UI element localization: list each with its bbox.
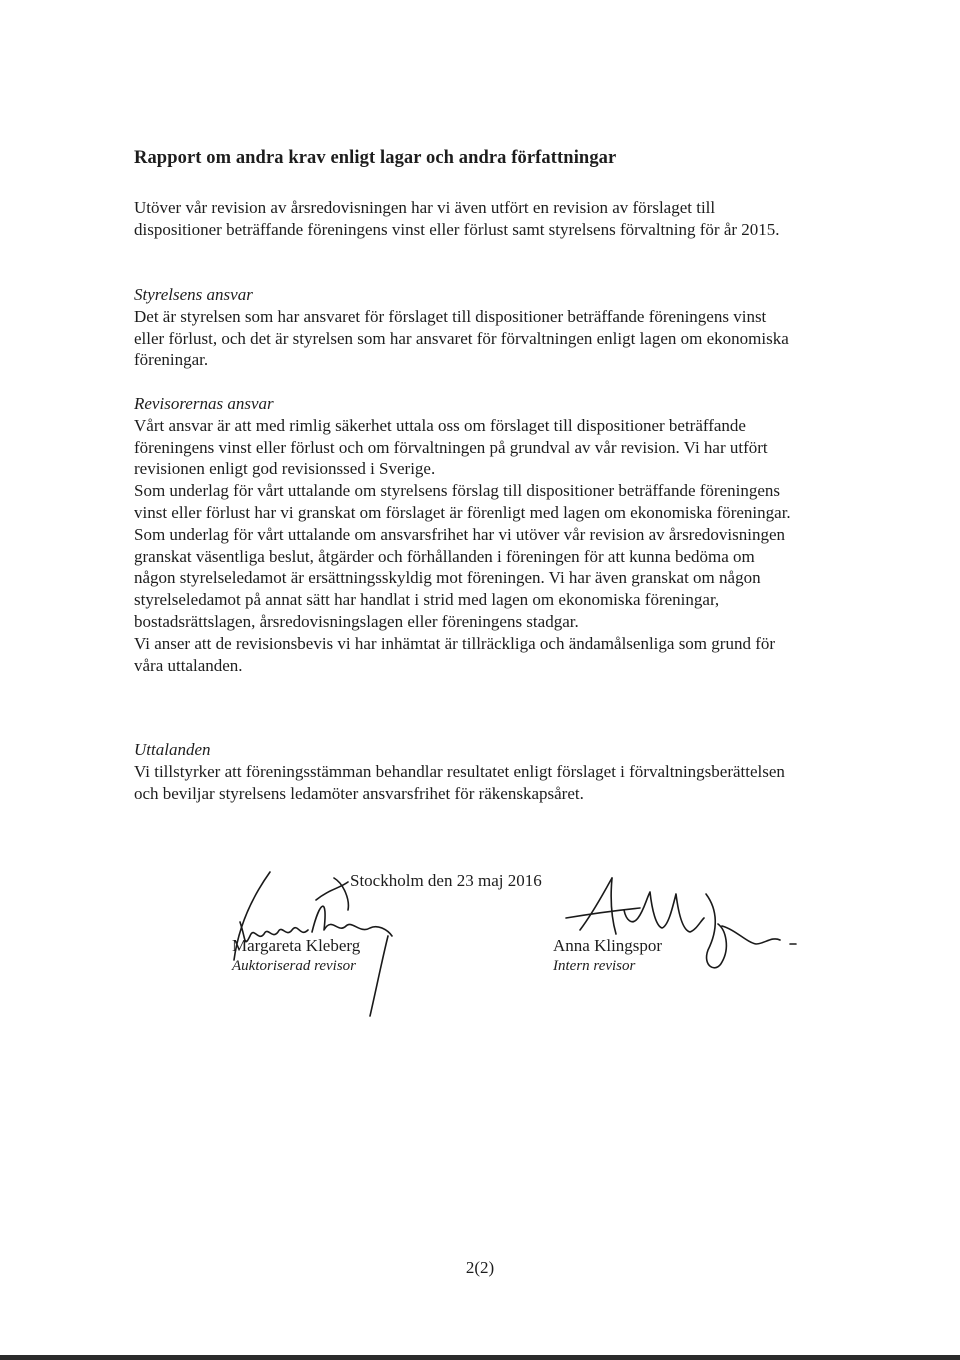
uttalanden-title: Uttalanden — [134, 740, 211, 759]
styrelsens-ansvar-body: Det är styrelsen som har ansvaret för förslaget till dispositioner beträffande föreningens vinst eller förlust, och det är styrelsen som har ansvaret för förvaltningen enligt lagen om ekonomiska föreningar. — [134, 306, 789, 370]
signer-name: Margareta Kleberg — [232, 936, 361, 955]
page-number: 2(2) — [465, 1258, 495, 1277]
revisorernas-ansvar-title: Revisorernas ansvar — [134, 394, 274, 413]
styrelsens-ansvar-title: Styrelsens ansvar — [134, 285, 253, 304]
intro-paragraph — [134, 197, 794, 241]
scan-edge-divider — [0, 1355, 960, 1360]
uttalanden-section — [134, 739, 794, 804]
signer-role: Intern revisor — [553, 958, 636, 974]
revisorernas-ansvar-paragraph: Som underlag för vårt uttalande om ansvarsfrihet har vi utöver vår revision av årsredovisningen granskat väsentliga beslut, åtgärder och förhållanden i föreningen för att kunna bedöma om någon styrelseledamot är ersättningsskyldig mot föreningen. Vi har även granskat om någon styrelseledamot på annat sätt har handlat i strid med lagen om ekonomiska föreningar, bostadsrättslagen, årsredovisningslagen eller föreningens stadgar. — [134, 524, 785, 631]
uttalanden-body: Vi tillstyrker att föreningsstämman behandlar resultatet enligt förslaget i förvaltningsberättelsen och beviljar styrelsens ledamöter ansvarsfrihet för räkenskapsåret. — [134, 761, 785, 803]
styrelsens-ansvar-section — [134, 284, 794, 371]
revisorernas-ansvar-paragraph: Vårt ansvar är att med rimlig säkerhet uttala oss om förslaget till dispositioner beträffande föreningens vinst eller förlust och om förvaltningen på grundval av vår revision. Vi har utfört revisionen enligt god revisionssed i Sverige. — [134, 415, 768, 479]
signer-name: Anna Klingspor — [553, 936, 663, 955]
signer-anna-klingspor — [553, 936, 662, 976]
signer-margareta-kleberg — [232, 936, 360, 976]
revisorernas-ansvar-paragraph: Vi anser att de revisionsbevis vi har inhämtat är tillräckliga och ändamålsenliga som grund för våra uttalanden. — [134, 633, 776, 675]
intro-text: Utöver vår revision av årsredovisningen har vi även utfört en revision av förslaget till dispositioner beträffande föreningens vinst eller förlust samt styrelsens förvaltning för år 2015. — [134, 198, 780, 239]
section-heading: Rapport om andra krav enligt lagar och andra författningar — [134, 148, 617, 168]
revisorernas-ansvar-paragraph: Som underlag för vårt uttalande om styrelsens förslag till dispositioner beträffande föreningens vinst eller förlust har vi granskat om förslaget är förenligt med lagen om ekonomiska föreningar. — [134, 481, 791, 522]
signer-role: Auktoriserad revisor — [232, 958, 357, 974]
revisorernas-ansvar-section — [134, 393, 794, 676]
place-date: Stockholm den 23 maj 2016 — [350, 871, 542, 890]
